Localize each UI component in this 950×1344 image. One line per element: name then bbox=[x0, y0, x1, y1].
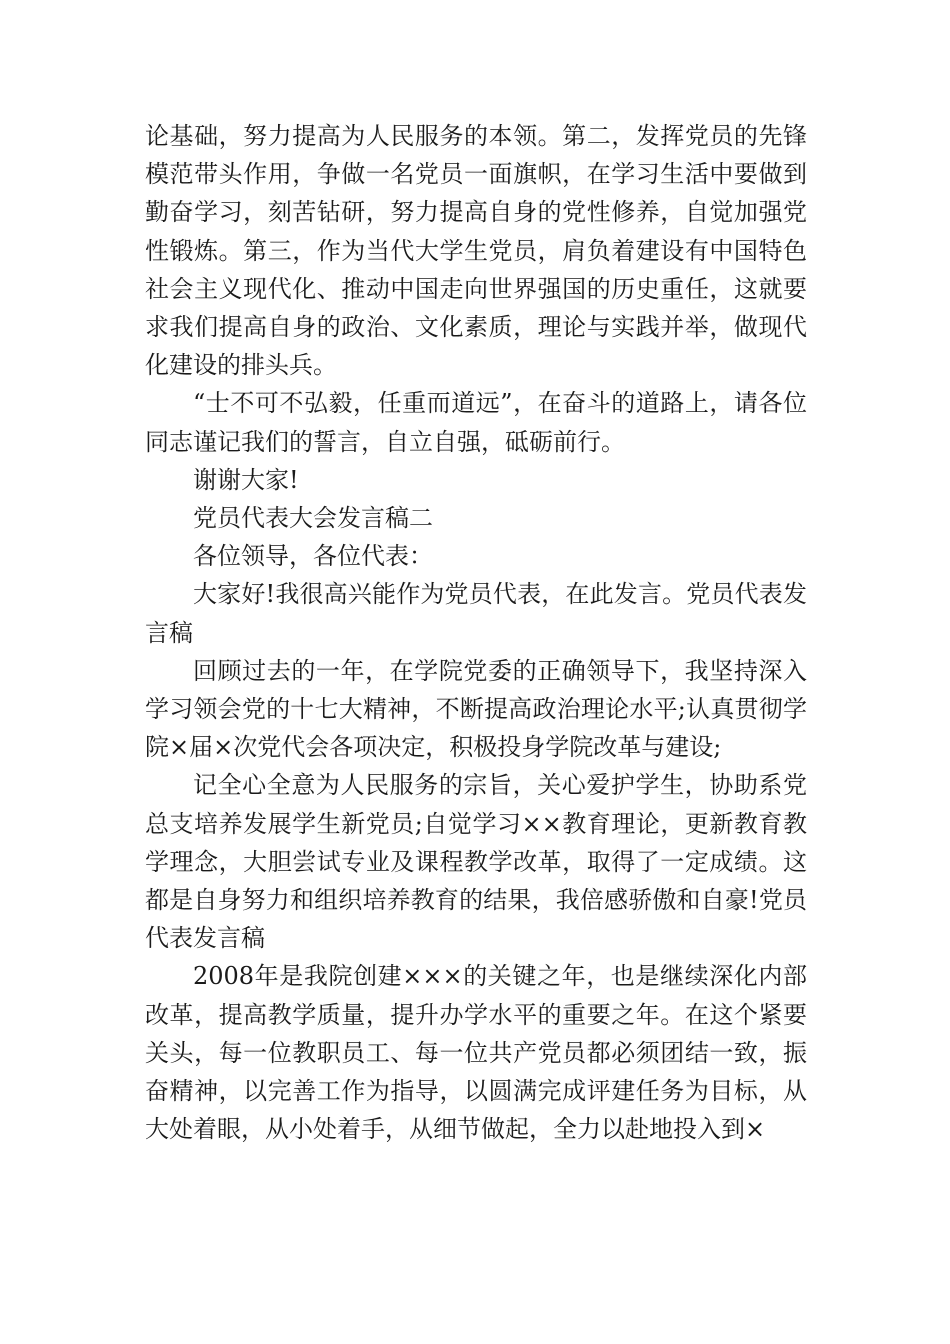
section-title: 党员代表大会发言稿二 bbox=[193, 504, 433, 533]
paragraph-continuation: 论基础，努力提高为人民服务的本领。第二，发挥党员的先锋模范带头作用，争做一名党员一面旗帜，在学习生活中要做到勤奋学习，刻苦钻研，努力提高自身的党性修养，自觉加强党性锻炼。第三，作为当代大学生党员，肩负着建设有中国特色社会主义现代化、推动中国走向世界强国的历史重任，这就要求我们提高自身的政治、文化素质，理论与实践并举，做现代化建设的排头兵。 bbox=[145, 122, 807, 380]
paragraph-quote: “士不可不弘毅，任重而道远”，在奋斗的道路上，请各位同志谨记我们的誓言，自立自强，砥砺前行。 bbox=[145, 389, 807, 456]
paragraph-greeting: 大家好!我很高兴能作为党员代表，在此发言。党员代表发言稿 bbox=[145, 580, 807, 647]
document-body bbox=[145, 117, 807, 1148]
paragraph-service: 记全心全意为人民服务的宗旨，关心爱护学生，协助系党总支培养发展学生新党员;自觉学习××教育理论，更新教育教学理念，大胆尝试专业及课程教学改革，取得了一定成绩。这都是自身努力和组织培养教育的结果，我倍感骄傲和自豪!党员代表发言稿 bbox=[145, 771, 807, 953]
salutation: 各位领导，各位代表： bbox=[193, 542, 433, 571]
paragraph-thanks: 谢谢大家! bbox=[193, 465, 299, 494]
paragraph-review: 回顾过去的一年，在学院党委的正确领导下，我坚持深入学习领会党的十七大精神，不断提高政治理论水平;认真贯彻学院×届×次党代会各项决定，积极投身学院改革与建设; bbox=[145, 656, 807, 762]
paragraph-2008: 2008年是我院创建×××的关键之年，也是继续深化内部改革，提高教学质量，提升办学水平的重要之年。在这个紧要关头，每一位教职员工、每一位共产党员都必须团结一致，振奋精神，以完善工作为指导，以圆满完成评建任务为目标，从大处着眼，从小处着手，从细节做起，全力以赴地投入到× bbox=[145, 962, 807, 1144]
